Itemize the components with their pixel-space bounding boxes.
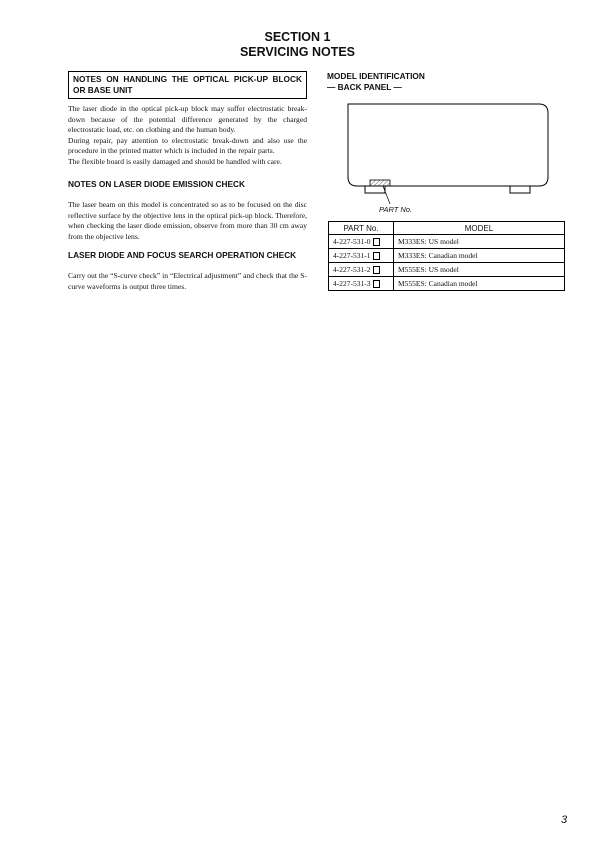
laser-emission-heading: NOTES ON LASER DIODE EMISSION CHECK [68,179,246,189]
focus-search-heading: LASER DIODE AND FOCUS SEARCH OPERATION CHECK [68,250,297,260]
back-panel-subheading: — BACK PANEL — [327,82,402,92]
part-number-cell: 4-227-531-2 [333,265,371,274]
back-panel-outline [348,104,548,186]
model-table [328,221,565,291]
callout-leader [383,186,390,204]
model-identification-heading: MODEL IDENTIFICATION [327,71,425,81]
section-number: SECTION 1 [264,30,331,44]
model-cell: M555ES: Canadian model [394,277,565,291]
right-foot [510,186,530,193]
box-mark-icon [373,280,380,288]
focus-search-paragraph: Carry out the “S-curve check” in “Electrical adjustment” and check that the S-curve waveforms is output three times. [68,271,307,291]
box-mark-icon [373,252,380,260]
laser-emission-paragraph: The laser beam on this model is concentrated so as to be focused on the disc reflective surface by the objective lens in the optical pick-up block. Therefore, when checking the laser diode emission, observe from more than 30 cm away from the objective lens. [68,200,307,241]
part-number-label [370,180,390,186]
part-number-callout: PART No. [379,205,413,214]
model-cell: M333ES: Canadian model [394,249,565,263]
table-row [329,249,565,263]
page-number: 3 [561,814,568,826]
box-mark-icon [373,266,380,274]
right-column [327,71,569,288]
box-mark-icon [373,238,380,246]
model-cell: M333ES: US model [394,235,565,249]
table-header-row [329,222,565,235]
table-row [329,277,565,291]
handling-paragraph-1: The laser diode in the optical pick-up block may suffer electrostatic break-down because of the potential difference generated by the charged electrostatic load, etc. on clothing and the human body. [68,104,307,134]
back-panel-drawing [327,101,569,221]
part-number-cell: 4-227-531-0 [333,237,371,246]
handling-paragraph-3: The flexible board is easily damaged and should be handled with care. [68,156,282,166]
table-row [329,235,565,249]
model-header: MODEL [394,222,565,235]
page-header [0,30,595,60]
table-row [329,263,565,277]
section-title: SERVICING NOTES [239,45,356,59]
handling-paragraph-2: During repair, pay attention to electrostatic break-down and also use the procedure in the printed matter which is included in the repair parts. [68,135,307,155]
part-number-header: PART No. [329,222,394,235]
part-number-cell: 4-227-531-3 [333,279,371,288]
left-foot [365,186,385,193]
model-cell: M555ES: US model [394,263,565,277]
part-number-cell: 4-227-531-1 [333,251,371,260]
handling-notes-heading: NOTES ON HANDLING THE OPTICAL PICK-UP BLOCK OR BASE UNIT [68,71,307,99]
left-column [68,71,307,292]
